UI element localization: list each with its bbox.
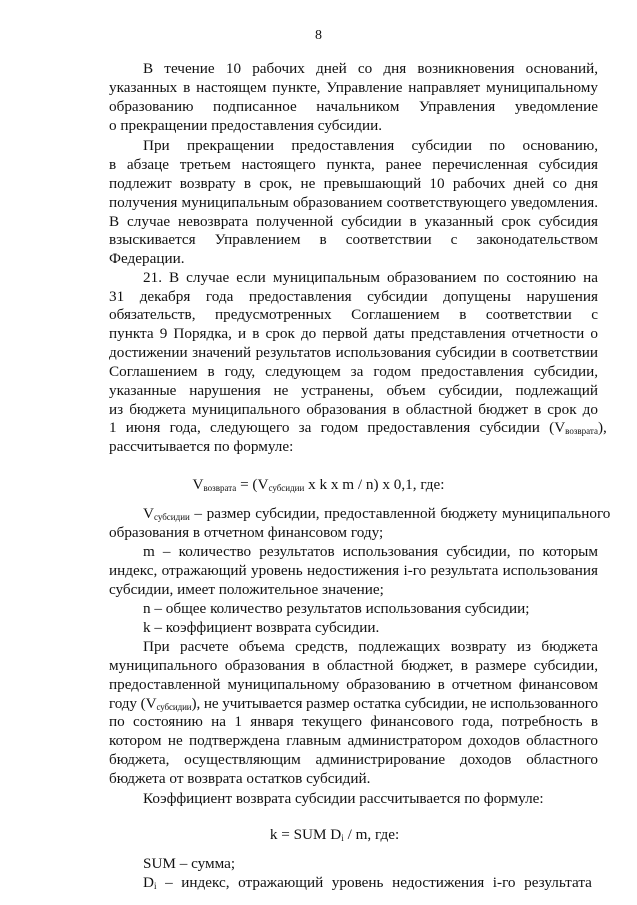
text-line: $V_{субсидии}$ – размер субсидии, предоставленной бюджету муниципального [143, 505, 611, 522]
formula-v-return: $V_{возврата} = (V_{субсидии}$ x k x m / n) x 0,1, где: [192, 476, 445, 493]
text-line: бюджета, осуществляющим администрирование доходов областного [109, 751, 598, 768]
text-line: подлежит возврату в срок, не превышающий 10 рабочих дней со дня [109, 175, 598, 192]
text-line: При расчете объема средств, подлежащих возврату из бюджета [143, 638, 598, 655]
text-line: 1 июня года, следующего за годом предоставления субсидии $(V_{возврата})$, [109, 419, 607, 436]
text-line: n – общее количество результатов использования субсидии; [143, 600, 530, 617]
text-line: о прекращении предоставления субсидии. [109, 117, 383, 134]
text-line: получения муниципальным образованием соответствующего уведомления. [109, 194, 598, 211]
text-line: бюджета от возврата остатков субсидий. [109, 770, 371, 787]
text-line: Федерации. [109, 250, 185, 267]
text-line: $D_i$ – индекс, отражающий уровень недостижения i-го результата [143, 874, 592, 891]
text-line: рассчитывается по формуле: [109, 438, 294, 455]
text-line: В течение 10 рабочих дней со дня возникновения оснований, [143, 60, 598, 77]
text-line: Соглашением в году, следующем за годом предоставления субсидии, [109, 363, 598, 380]
text-line: SUM – сумма; [143, 855, 236, 872]
text-line: указанные нарушения не устранены, объем субсидии, подлежащий [109, 382, 598, 399]
text-line: k – коэффициент возврата субсидии. [143, 619, 380, 636]
text-line: из бюджета муниципального образования в областной бюджет в срок до [109, 401, 598, 418]
text-line: 31 декабря года предоставления субсидии допущены нарушения [109, 288, 598, 305]
text-line: году $(V_{субсидии})$, не учитывается размер остатка субсидии, не использованного [109, 695, 598, 712]
text-line: При прекращении предоставления субсидии по основанию, [143, 137, 598, 154]
text-line: взыскивается Управлением в соответствии с законодательством [109, 231, 598, 248]
text-line: в абзаце третьем настоящего пункта, ранее перечисленная субсидия [109, 156, 598, 173]
text-line: образованию подписанное начальником Управления уведомление [109, 98, 598, 115]
text-line: индекс, отражающий уровень недостижения i-го результата использования [109, 562, 598, 579]
text-line: обязательств, предусмотренных Соглашением в соответствии с [109, 306, 598, 323]
text-line: 21. В случае если муниципальным образованием по состоянию на [143, 269, 598, 286]
formula-k: k = SUM $D_i$ / m, где: [269, 826, 400, 843]
text-line: В случае невозврата полученной субсидии в указанный срок субсидия [109, 213, 598, 230]
text-line: предоставленной муниципальному образованию в отчетном финансовом [109, 676, 598, 693]
page-number: 8 [315, 28, 322, 43]
text-line: по состоянию на 1 января текущего финансового года, потребность в [109, 713, 598, 730]
text-line: m – количество результатов использования субсидии, по которым [143, 543, 598, 560]
text-line: муниципального образования в областной бюджет, в размере субсидии, [109, 657, 598, 674]
text-line: образования в отчетном финансовом году; [109, 524, 384, 541]
text-line: Коэффициент возврата субсидии рассчитывается по формуле: [143, 790, 544, 807]
text-line: пункта 9 Порядка, и в срок до первой даты представления отчетности о [109, 325, 598, 342]
text-line: достижении значений результатов использования субсидии в соответствии [109, 344, 598, 361]
text-line: субсидии, имеет положительное значение; [109, 581, 384, 598]
text-line: котором не подтверждена главным администратором доходов областного [109, 732, 598, 749]
text-line: указанных в настоящем пункте, Управление направляет муниципальному [109, 79, 598, 96]
